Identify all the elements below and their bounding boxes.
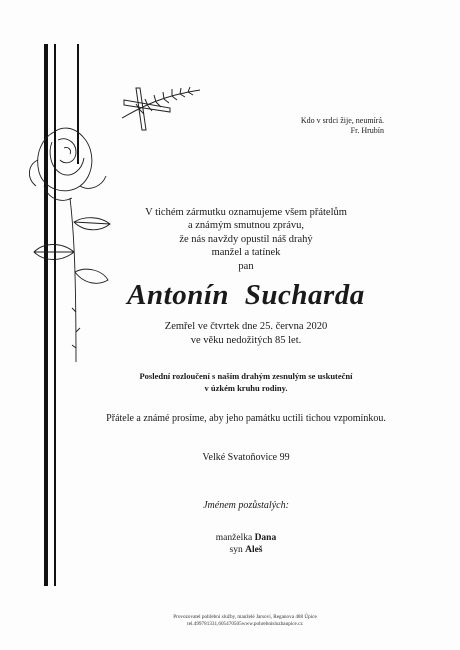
- funeral-service-footer: [120, 614, 370, 628]
- mourner-relation: syn: [229, 545, 243, 555]
- deceased-name: Antonín Sucharda: [127, 279, 365, 311]
- funeral-info: [86, 370, 406, 394]
- footer-line: Provozovatel pohřební služby, manželé Jarsoví, Reganova 488 Úpice: [173, 614, 317, 620]
- announcement-intro: [86, 206, 406, 273]
- quote-block: [301, 116, 384, 136]
- on-behalf-heading: Jménem pozůstalých:: [203, 500, 289, 511]
- funeral-line: Poslední rozloučení s naším drahým zesnulým se uskuteční: [139, 371, 353, 381]
- mourner-item: [86, 544, 406, 556]
- intro-line: pan: [238, 260, 254, 272]
- death-info: [86, 320, 406, 348]
- mourner-item: [86, 532, 406, 544]
- quote-author: Fr. Hrubín: [350, 126, 384, 135]
- footer-line: tel.499781331,605470505www.pohrebnisluzbaupice.cz: [187, 621, 303, 627]
- mourner-name: Aleš: [245, 545, 263, 555]
- address: Velké Svatoňovice 99: [202, 452, 290, 463]
- funeral-line: v úzkém kruhu rodiny.: [204, 383, 288, 393]
- intro-line: manžel a tatínek: [211, 247, 281, 259]
- intro-line: že nás navždy opustil náš drahý: [179, 233, 313, 245]
- mourner-relation: manželka: [215, 533, 253, 543]
- intro-line: V tichém zármutku oznamujeme všem přátelům: [145, 207, 347, 218]
- quote-text: Kdo v srdci žije, neumírá.: [300, 116, 384, 125]
- death-age: ve věku nedožitých 85 let.: [190, 335, 302, 346]
- mourners-list: [86, 532, 406, 556]
- mourner-name: Dana: [254, 533, 277, 543]
- remembrance-request: Přátele a známé prosíme, aby jeho památku uctili tichou vzpomínkou.: [106, 413, 386, 424]
- death-date: Zemřel ve čtvrtek dne 25. června 2020: [164, 321, 328, 332]
- intro-line: a známým smutnou zprávu,: [187, 220, 305, 232]
